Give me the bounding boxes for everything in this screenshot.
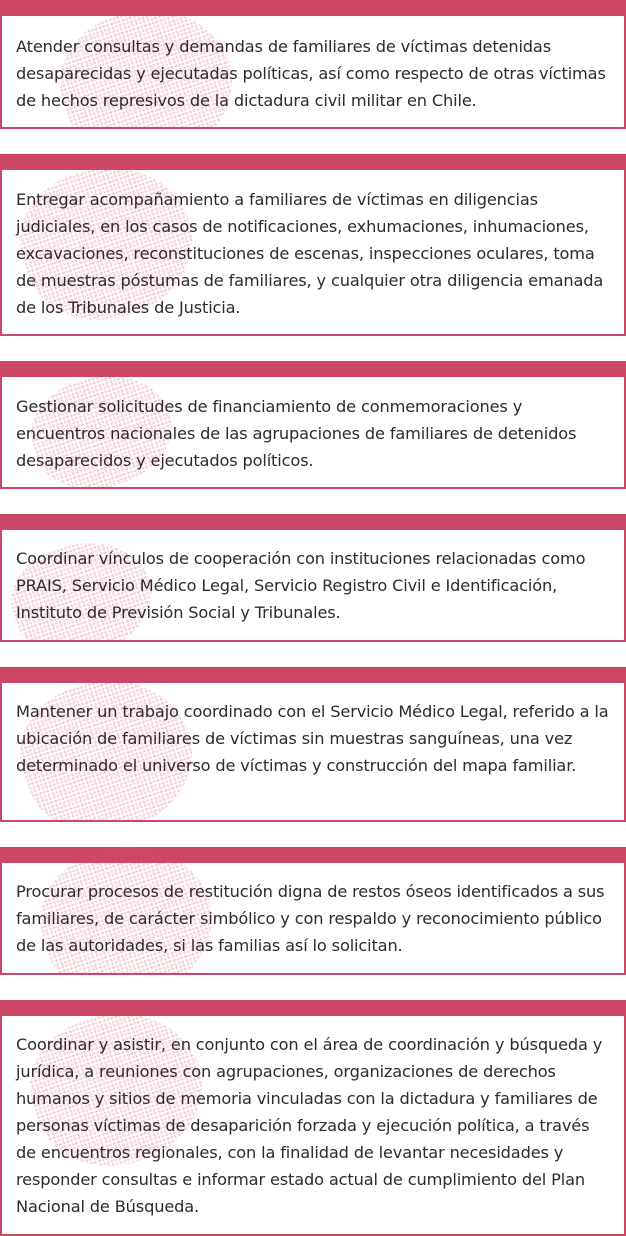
function-card-7	[0, 1000, 626, 1236]
card-header-bar	[0, 514, 626, 530]
card-header-bar	[0, 154, 626, 170]
card-header-bar	[0, 361, 626, 377]
function-card-5	[0, 667, 626, 822]
function-text: Procurar procesos de restitución digna de restos óseos identificados a sus familiares, de carácter simbólico y con respaldo y reconocimiento público de las autoridades, si las familias así lo solicitan.	[16, 882, 605, 955]
function-text: Coordinar y asistir, en conjunto con el área de coordinación y búsqueda y jurídica, a reuniones con agrupaciones, organizaciones de derechos humanos y sitios de memoria vinculadas con la dictadura y familiares de personas víctimas de desaparición forzada y ejecución política, a través de encuentros regionales, con la finalidad de levantar necesidades y responder consultas e informar estado actual de cumplimiento del Plan Nacional de Búsqueda.	[16, 1035, 603, 1216]
function-card-1	[0, 0, 626, 129]
function-card-2	[0, 154, 626, 336]
function-card-4	[0, 514, 626, 642]
function-card-6	[0, 847, 626, 975]
card-header-bar	[0, 1000, 626, 1016]
function-text: Coordinar vínculos de cooperación con instituciones relacionadas como PRAIS, Servicio Médico Legal, Servicio Registro Civil e Identificación, Instituto de Previsión Social y Tribunales.	[16, 549, 586, 622]
card-header-bar	[0, 667, 626, 683]
function-card-3	[0, 361, 626, 489]
function-text: Gestionar solicitudes de financiamiento de conmemoraciones y encuentros nacionales de las agrupaciones de familiares de detenidos desaparecidos y ejecutados políticos.	[16, 397, 577, 470]
function-text: Mantener un trabajo coordinado con el Servicio Médico Legal, referido a la ubicación de familiares de víctimas sin muestras sanguíneas, una vez determinado el universo de víctimas y construcción del mapa familiar.	[16, 702, 609, 775]
card-header-bar	[0, 0, 626, 16]
function-text: Entregar acompañamiento a familiares de víctimas en diligencias judiciales, en los casos de notificaciones, exhumaciones, inhumaciones, excavaciones, reconstituciones de escenas, inspecciones oculares, toma de muestras póstumas de familiares, y cualquier otra diligencia emanada de los Tribunales de Justicia.	[16, 190, 604, 317]
function-text: Atender consultas y demandas de familiares de víctimas detenidas desaparecidas y ejecutadas políticas, así como respecto de otras víctimas de hechos represivos de la dictadura civil militar en Chile.	[16, 37, 606, 110]
